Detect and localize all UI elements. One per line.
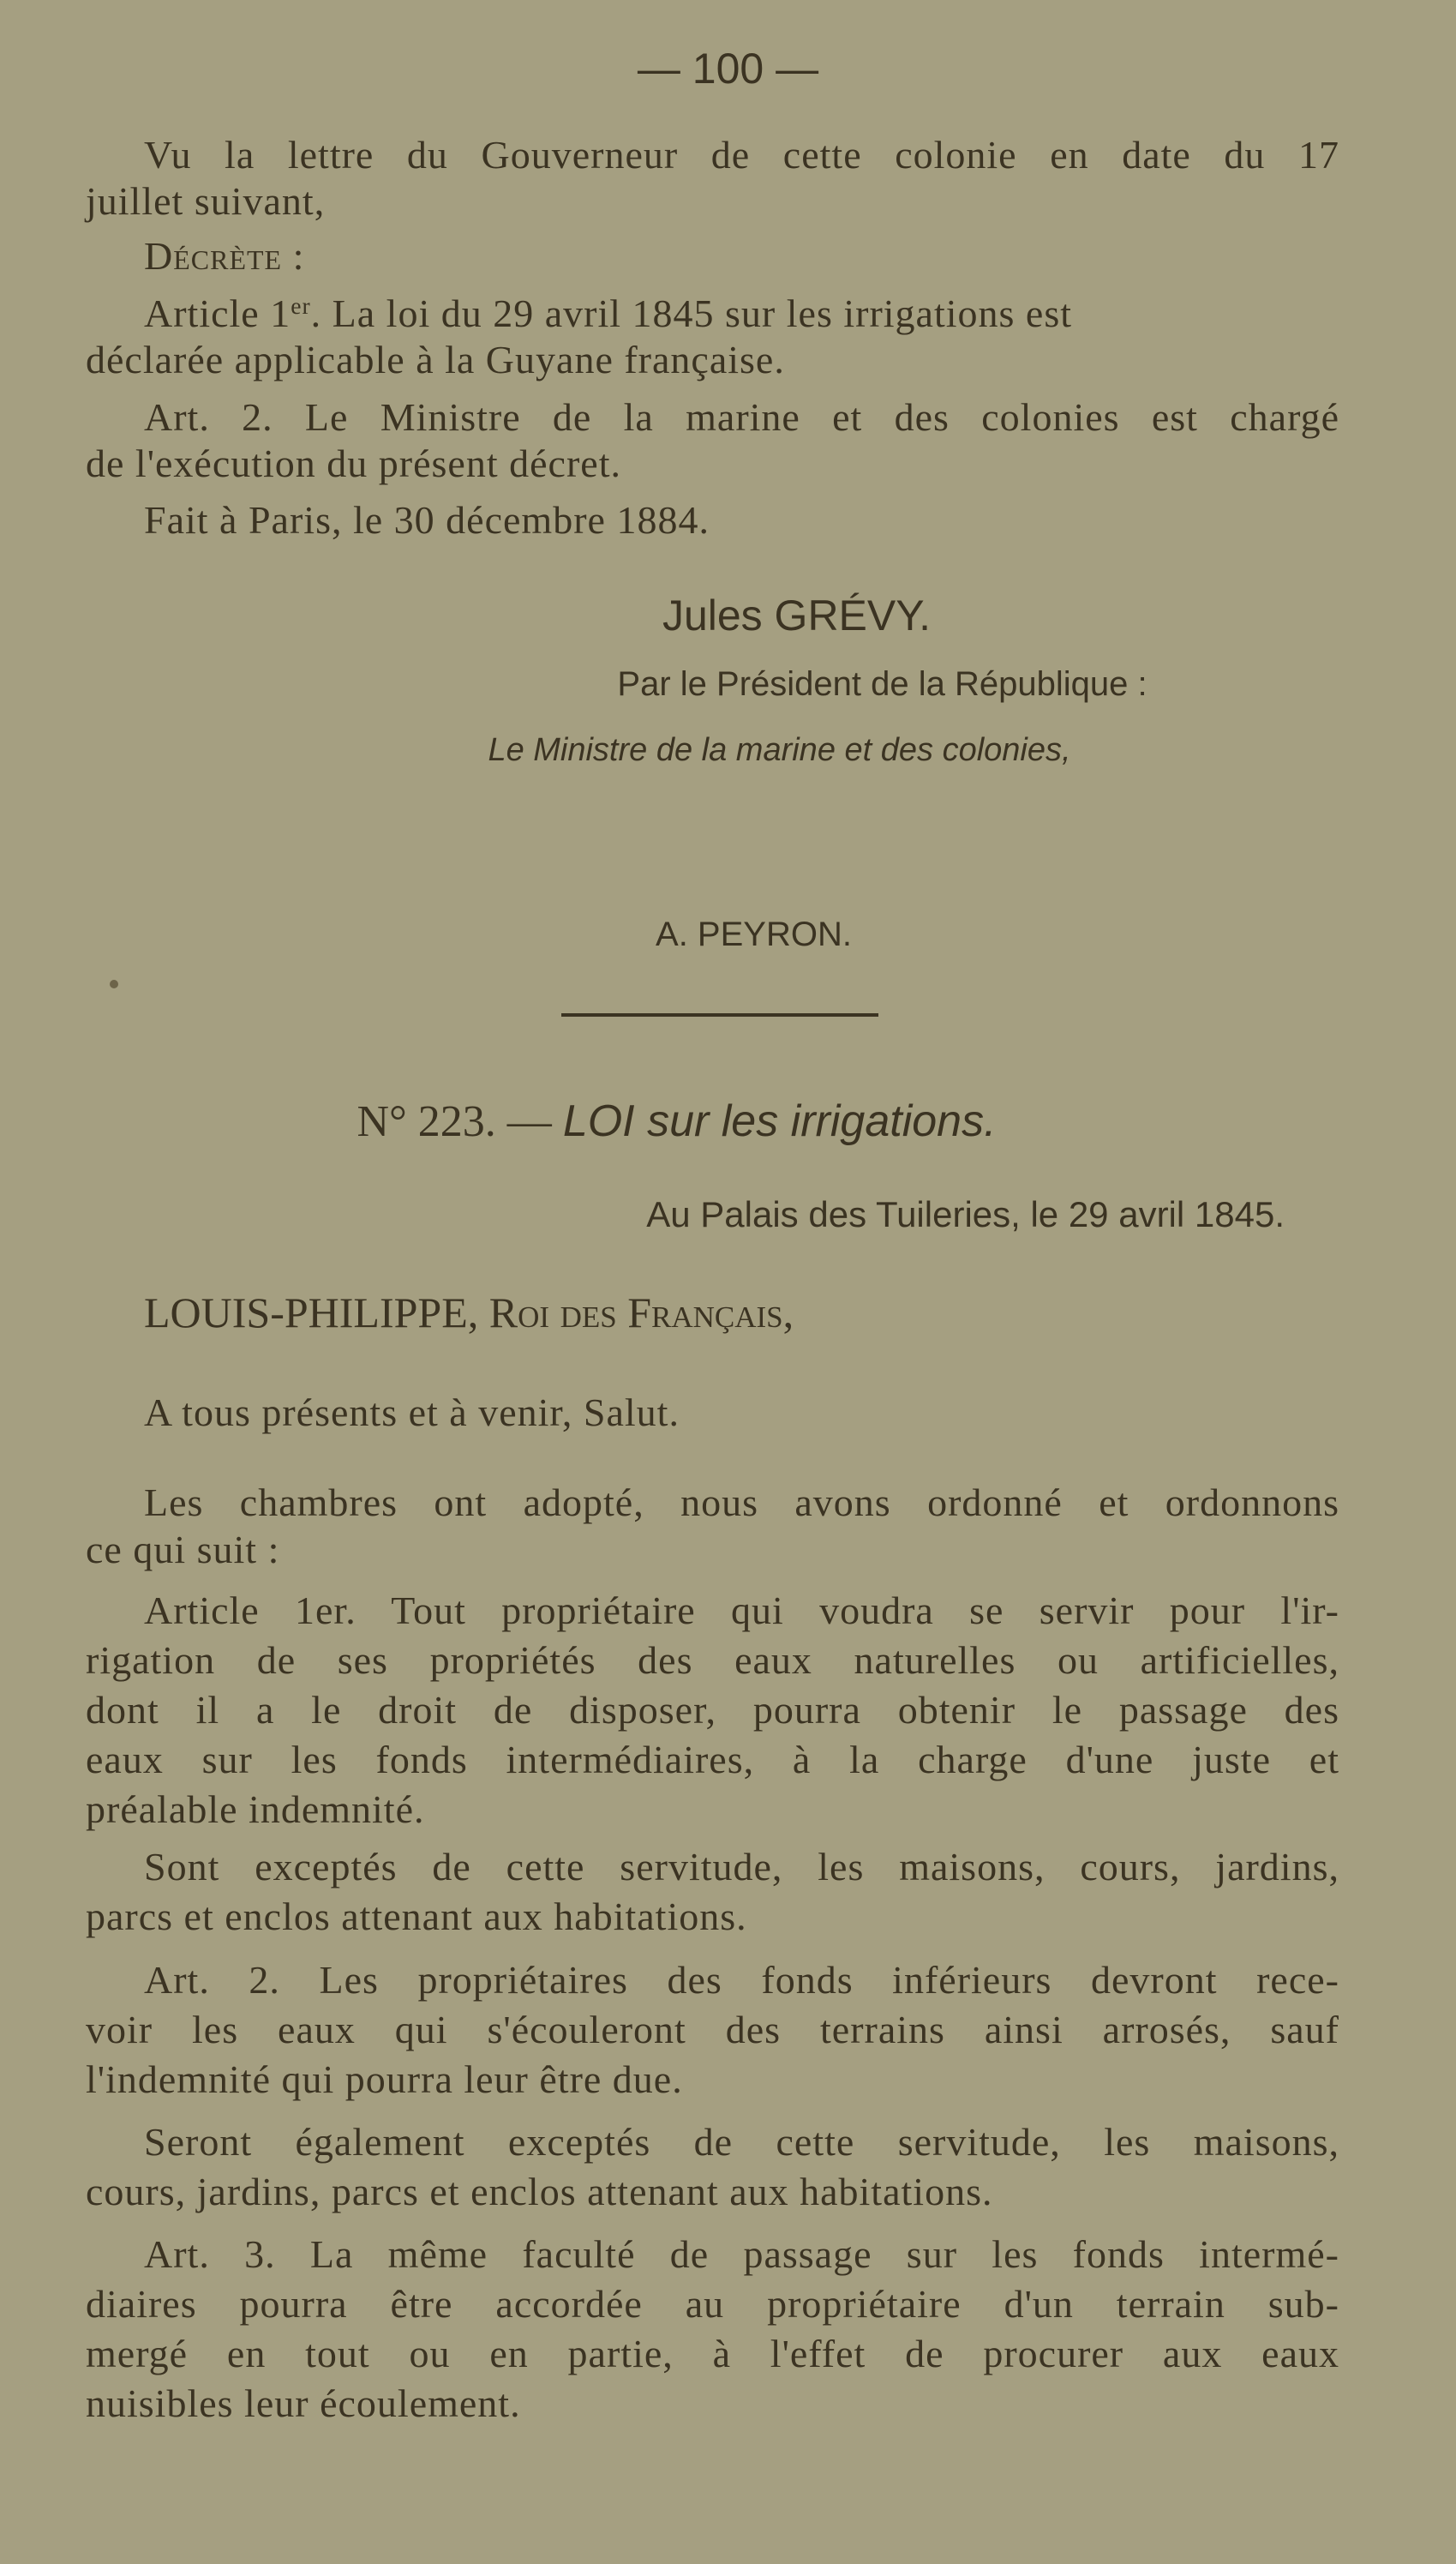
salut-line: A tous présents et à venir, Salut. [144,1390,680,1434]
decree-article-1-line-1 [144,291,1339,335]
loi-article-1-line: rigation de ses propriétés des eaux naturelles ou artificielles, [86,1638,1339,1682]
page-number: — 100 — [637,45,819,93]
chambres-line-1: Les chambres ont adopté, nous avons ordonné et ordonnons [144,1480,1339,1524]
loi-article-1-line: préalable indemnité. [86,1787,425,1831]
section-divider [561,1013,878,1017]
vu-line-1: Vu la lettre du Gouverneur de cette colonie en date du 17 [144,133,1339,177]
par-le-president: Par le Président de la République : [617,665,1147,703]
fait-a-paris: Fait à Paris, le 30 décembre 1884. [144,498,710,542]
king-name: LOUIS-PHILIPPE, [144,1288,479,1336]
loi-article-3-line: Art. 3. La même faculté de passage sur les fonds intermé- [144,2232,1339,2276]
loi-article-2-exception-line: cours, jardins, parcs et enclos attenant aux habitations. [86,2170,993,2213]
decrete-text: Décrète : [144,234,305,278]
loi-article-2-line: Art. 2. Les propriétaires des fonds inférieurs devront rece- [144,1958,1339,2002]
loi-article-1-line: eaux sur les fonds intermédiaires, à la charge d'une juste et [86,1738,1339,1781]
loi-article-1-exception-line: Sont exceptés de cette servitude, les maisons, cours, jardins, [144,1845,1339,1888]
loi-article-3-line: mergé en tout ou en partie, à l'effet de procurer aux eaux [86,2332,1339,2375]
loi-place-date: Au Palais des Tuileries, le 29 avril 1845. [646,1194,1285,1234]
king-line [144,1288,794,1336]
loi-article-1-line: Article 1er. Tout propriétaire qui voudra se servir pour l'ir- [144,1588,1339,1632]
decrete-heading [144,234,305,278]
ministre-name: A. PEYRON. [656,916,852,953]
loi-title: LOI sur les irrigations. [562,1096,997,1146]
decree-article-2-line-2: de l'exécution du présent décret. [86,441,621,485]
ministre-title: Le Ministre de la marine et des colonies, [488,732,1071,768]
loi-article-2-exception-line: Seront également exceptés de cette servitude, les maisons, [144,2120,1339,2164]
loi-article-1-line: dont il a le droit de disposer, pourra obtenir le passage des [86,1688,1339,1732]
decree-article-2-line-1: Art. 2. Le Ministre de la marine et des colonies est chargé [144,395,1339,439]
ink-speck [110,980,118,988]
decree-article-1-text: . La loi du 29 avril 1845 sur les irrigations est [310,291,1073,335]
loi-article-2-line: l'indemnité qui pourra leur être due. [86,2057,683,2101]
loi-article-3-line: diaires pourra être accordée au propriétaire d'un terrain sub- [86,2282,1339,2326]
decree-article-1-sup: er [291,291,311,319]
vu-line-2: juillet suivant, [86,179,326,223]
signature-name: Jules GRÉVY. [662,591,932,639]
loi-heading [0,1096,1456,1146]
chambres-line-2: ce qui suit : [86,1528,280,1571]
decree-article-1-line-2: déclarée applicable à la Guyane française. [86,338,785,381]
loi-article-3-line: nuisibles leur écoulement. [86,2381,521,2425]
decree-article-1-label: Article 1 [144,291,291,335]
loi-number: N° 223. — [357,1097,552,1146]
king-title: Roi des Français, [488,1288,794,1336]
loi-article-2-line: voir les eaux qui s'écouleront des terrains ainsi arrosés, sauf [86,2008,1339,2051]
loi-article-1-exception-line: parcs et enclos attenant aux habitations. [86,1894,747,1938]
